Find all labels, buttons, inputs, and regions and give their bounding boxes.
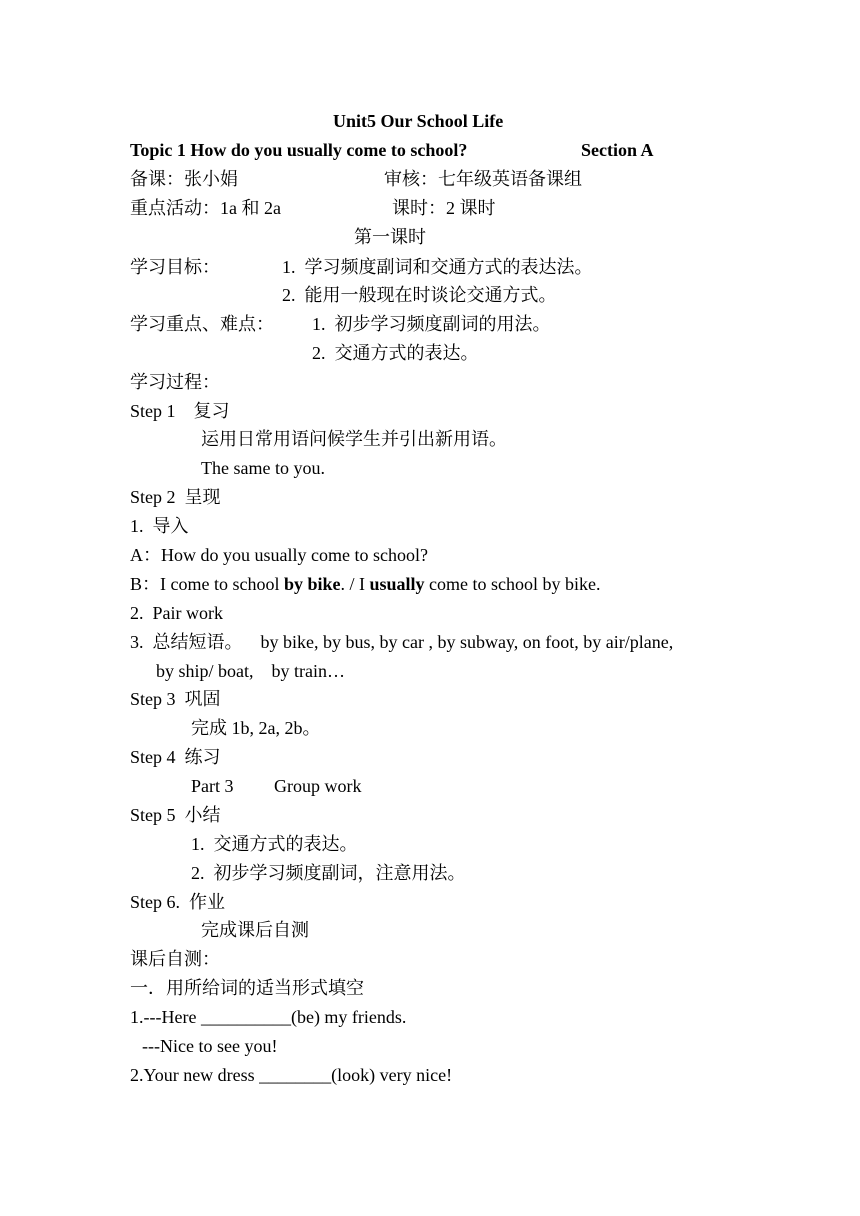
step-heading: Step 1 复习 xyxy=(130,401,230,421)
dialogue-text: come to school by bike. xyxy=(424,574,601,594)
step-text: by ship/ boat, by train… xyxy=(156,661,345,681)
step-text: 完成 1b, 2a, 2b。 xyxy=(191,718,321,738)
dialogue-bold: by bike xyxy=(283,574,341,594)
step-text: Part 3 Group work xyxy=(191,776,362,796)
lesson-label: 第一课时 xyxy=(354,227,426,247)
step-heading: Step 5 小结 xyxy=(130,805,221,825)
dialogue-text: B：I come to school xyxy=(130,574,284,594)
exercise-question: 2.Your new dress ________(look) very nice! xyxy=(130,1065,453,1085)
exercise-question: ---Nice to see you! xyxy=(142,1036,278,1056)
review-by: 审核：七年级英语备课组 xyxy=(384,169,582,189)
focus-item: 2. 交通方式的表达。 xyxy=(312,343,479,363)
dialogue-line-a: A：How do you usually come to school? xyxy=(130,545,428,565)
step-text: 1. 导入 xyxy=(130,516,189,536)
step-text: 3. 总结短语。 by bike, by bus, by car , by subway, on foot, by air/plane, xyxy=(130,632,674,652)
step-text: 完成课后自测 xyxy=(201,920,309,940)
periods: 课时：2 课时 xyxy=(392,198,496,218)
step-heading: Step 3 巩固 xyxy=(130,689,221,709)
section-heading: Section A xyxy=(581,140,654,160)
step-heading: Step 6. 作业 xyxy=(130,892,226,912)
focus-label: 学习重点、难点： xyxy=(130,314,274,334)
goals-label: 学习目标： xyxy=(130,257,220,277)
process-label: 学习过程： xyxy=(130,372,220,392)
key-activity: 重点活动：1a 和 2a xyxy=(130,198,281,218)
dialogue-line-b xyxy=(130,573,601,595)
goal-item: 2. 能用一般现在时谈论交通方式。 xyxy=(282,285,557,305)
document-title: Unit5 Our School Life xyxy=(333,111,504,131)
dialogue-text: . / I xyxy=(340,574,370,594)
step-heading: Step 4 练习 xyxy=(130,747,221,767)
dialogue-bold: usually xyxy=(369,574,425,594)
selftest-label: 课后自测： xyxy=(130,949,220,969)
focus-item: 1. 初步学习频度副词的用法。 xyxy=(312,314,551,334)
step-text: 2. Pair work xyxy=(130,603,223,623)
step-text: The same to you. xyxy=(201,458,325,478)
step-text: 运用日常用语问候学生并引出新用语。 xyxy=(201,429,507,449)
step-text: 2. 初步学习频度副词，注意用法。 xyxy=(191,863,466,883)
step-text: 1. 交通方式的表达。 xyxy=(191,834,358,854)
exercise-part-heading: 一．用所给词的适当形式填空 xyxy=(130,978,364,998)
topic-heading: Topic 1 How do you usually come to school? xyxy=(130,140,468,160)
step-heading: Step 2 呈现 xyxy=(130,487,221,507)
exercise-question: 1.---Here __________(be) my friends. xyxy=(130,1007,407,1027)
prep-by: 备课：张小娟 xyxy=(130,169,238,189)
goal-item: 1. 学习频度副词和交通方式的表达法。 xyxy=(282,257,593,277)
